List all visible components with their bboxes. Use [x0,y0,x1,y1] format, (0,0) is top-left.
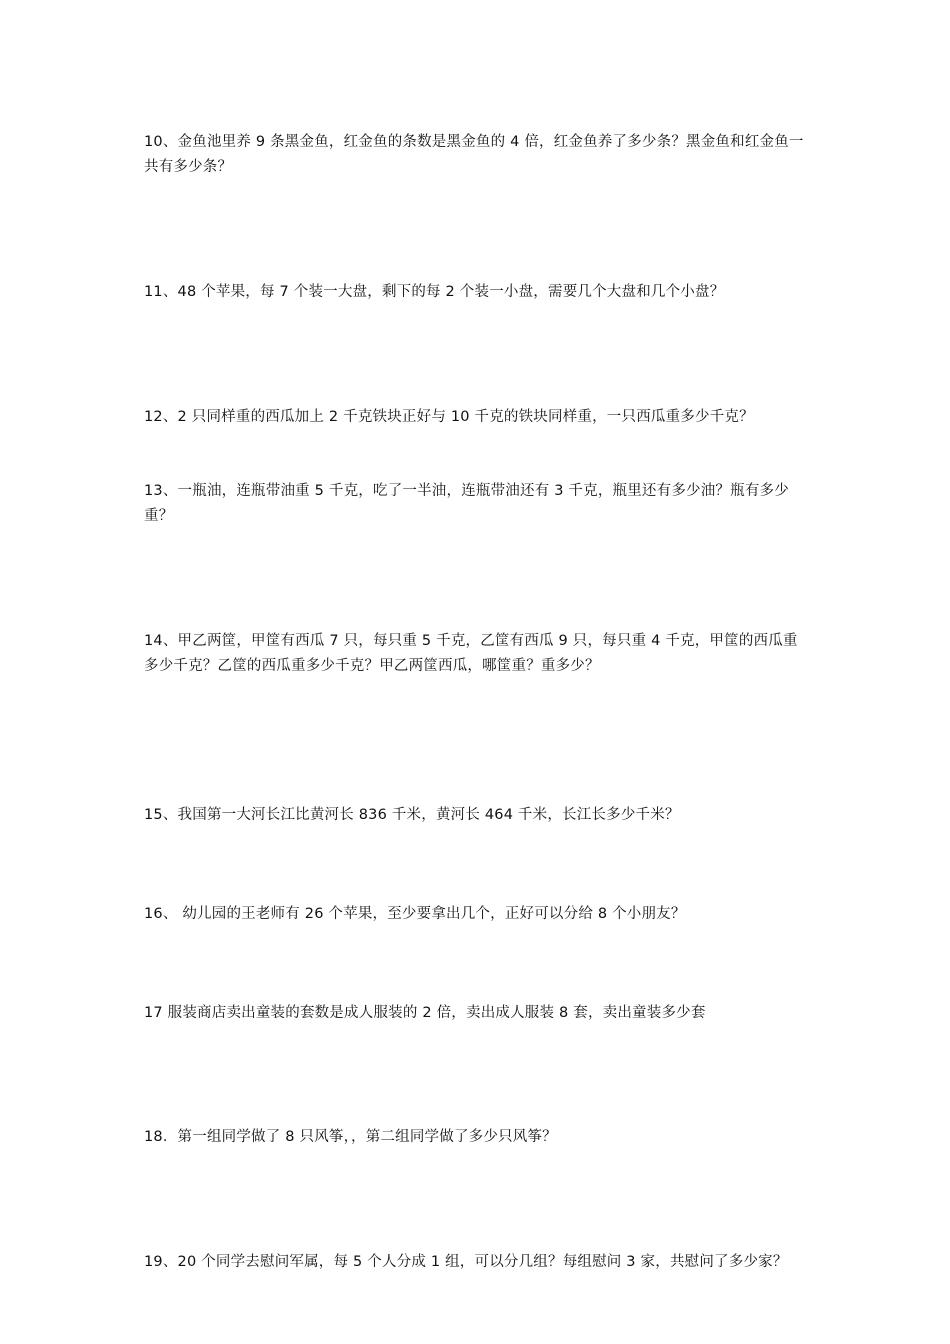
question-19: 19、20 个同学去慰问军属，每 5 个人分成 1 组，可以分几组？每组慰问 3 家，共慰问了多少家？ [144,1253,788,1270]
question-12: 12、2 只同样重的西瓜加上 2 千克铁块正好与 10 千克的铁块同样重，一只西瓜重多少千克？ [144,408,754,425]
question-11: 11、48 个苹果，每 7 个装一大盘，剩下的每 2 个装一小盘，需要几个大盘和几个小盘？ [144,283,725,300]
question-14: 14、甲乙两筐，甲筐有西瓜 7 只，每只重 5 千克，乙筐有西瓜 9 只，每只重 4 千克，甲筐的西瓜重多少千克？乙筐的西瓜重多少千克？甲乙两筐西瓜，哪筐重？重多少？ [144,632,798,674]
question-16: 16、 幼儿园的王老师有 26 个苹果，至少要拿出几个，正好可以分给 8 个小朋友？ [144,905,686,922]
question-18 [144,1125,810,1150]
question-13: 13、一瓶油，连瓶带油重 5 千克，吃了一半油，连瓶带油还有 3 千克，瓶里还有多少油？瓶有多少重？ [144,482,789,524]
question-18-part2: ，第二组同学做了多少只风筝？ [351,1128,557,1145]
question-10: 10、金鱼池里养 9 条黑金鱼，红金鱼的条数是黑金鱼的 4 倍，红金鱼养了多少条？黑金鱼和红金鱼一共有多少条？ [144,133,804,175]
question-15: 15、我国第一大河长江比黄河长 836 千米，黄河长 464 千米，长江长多少千米？ [144,806,680,823]
question-17: 17 服装商店卖出童装的套数是成人服装的 2 倍，卖出成人服装 8 套，卖出童装多少套 [144,1004,706,1021]
question-18-part1: 18．第一组同学做了 8 只风筝， [144,1128,352,1145]
